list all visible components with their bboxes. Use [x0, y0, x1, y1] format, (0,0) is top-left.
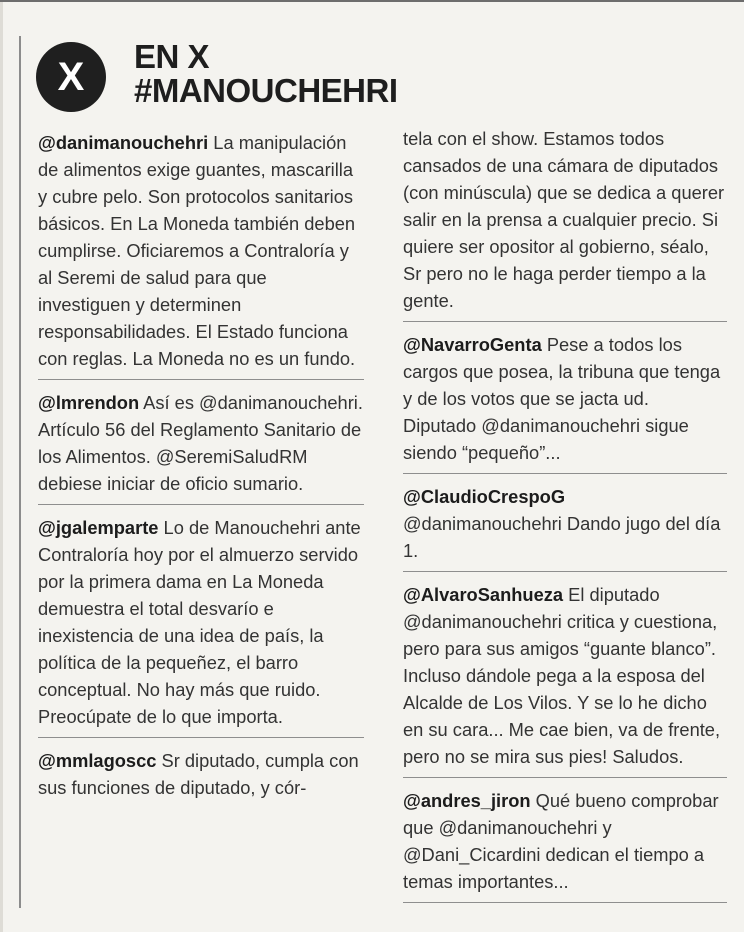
tweet-jgalemparte [38, 510, 364, 738]
tweet-text: La manipulación de alimentos exige guantes, mascarilla y cubre pelo. Son protocolos sanitarios básicos. En La Moneda también deben cumplirse. Oficiaremos a Contraloría y al Seremi de salud para que investiguen y determinen responsabilidades. El Estado funciona con reglas. La Moneda no es un fundo. [38, 132, 356, 369]
tweet-mmlagoscc [38, 743, 364, 808]
tweet-handle: @danimanouchehri [38, 132, 209, 153]
tweet-text: Pese a todos los cargos que posea, la tribuna que tenga y de los votos que se jacta ud. Diputado @danimanouchehri sigue siendo “pequeño”... [403, 334, 721, 463]
tweet-handle: @jgalemparte [38, 517, 159, 538]
tweet-andres-jiron [403, 783, 727, 903]
tweet-text: Qué bueno comprobar que @danimanouchehri y @Dani_Cicardini dedican el tiempo a temas importantes... [403, 790, 719, 892]
right-column [403, 125, 727, 908]
tweet-mmlagoscc-continued [403, 125, 727, 322]
tweet-text: El diputado @danimanouchehri critica y cuestiona, pero para sus amigos “guante blanco”. Incluso dándole pega a la esposa del Alcalde de Los Vilos. Y se lo he dicho en su cara... Me cae bien, va de frente, pero no se mira sus pies! Saludos. [403, 584, 721, 767]
section-title [134, 40, 398, 108]
tweet-alvarosanhueza [403, 577, 727, 778]
tweet-handle: @NavarroGenta [403, 334, 542, 355]
tweet-navarrogenta [403, 327, 727, 474]
page-edge [0, 0, 3, 932]
tweet-claudiocrespog [403, 479, 727, 572]
tweet-handle: @mmlagoscc [38, 750, 157, 771]
tweet-text-part-1: Sr diputado, cumpla con sus funciones de diputado, y cór- [38, 750, 359, 798]
top-rule [0, 0, 744, 2]
title-line-2: #MANOUCHEHRI [134, 72, 398, 109]
tweet-danimanouchehri [38, 125, 364, 380]
tweet-handle: @AlvaroSanhueza [403, 584, 564, 605]
tweet-text-part-2: tela con el show. Estamos todos cansados de una cámara de diputados (con minúscula) que se dedica a querer salir en la prensa a cualquier precio. Si quiere ser opositor al gobierno, séalo, Sr pero no le haga perder tiempo a la gente. [403, 128, 725, 311]
tweet-handle: @andres_jiron [403, 790, 531, 811]
left-column [38, 125, 364, 813]
x-logo-icon: X [36, 42, 106, 112]
tweet-handle: @ClaudioCrespoG [403, 486, 566, 507]
tweet-handle: @lmrendon [38, 392, 140, 413]
tweet-text: @danimanouchehri Dando jugo del día 1. [403, 513, 721, 561]
tweet-text: Lo de Manouchehri ante Contraloría hoy por el almuerzo servido por la primera dama en La Moneda demuestra el total desvarío e inexistencia de una idea de país, la política de la pequeñez, el barro conceptual. No hay más que ruido. Preocúpate de lo que importa. [38, 517, 361, 727]
column-rule [19, 36, 21, 908]
title-line-1: EN X [134, 38, 210, 75]
tweet-text: Así es @danimanouchehri. Artículo 56 del Reglamento Sanitario de los Alimentos. @SeremiSaludRM debiese iniciar de oficio sumario. [38, 392, 363, 494]
tweet-lmrendon [38, 385, 364, 505]
